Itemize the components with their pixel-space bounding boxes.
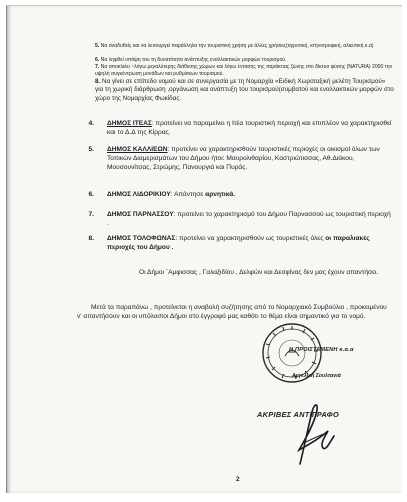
response-emphasis: αρνητικά. <box>205 191 236 198</box>
response-text: : Απάντησε <box>170 191 206 198</box>
item-number: 6. <box>95 57 100 63</box>
response-text: : προτείνει να χαρακτηρισθούν ως τουριστικές όλες <box>175 235 326 242</box>
item-number: 4. <box>88 120 94 127</box>
response-text: : προτείνει να παραμείνει η Ιτέα τουριστική περιοχή και επιπλέον να χαρακτηρισθεί και το Δ.Δ της Κίρρας. <box>107 120 392 136</box>
municipality-name: ΔΗΜΟΣ ΛΙΔΟΡΙΚΙΟΥ <box>107 191 171 198</box>
no-reply-note: Οι Δήμοι ¨Αμφισσας , Γαλαξιδίου , Δελφών και Δεσφίνας δεν μας έχουν απαντήσει. <box>139 269 379 276</box>
response-text: : προτείνει να χαρακτηρισθούν τουριστικές περιοχές οι οικισμοί όλων των Τοπικών Διαμερισμάτων του Δήμου ήτοι: Μαυρολιθαρίου, Καστριώτισσας, Αθ.Διάκου, Μουσουνίτσας, Στρώμης, Πανουργιά και Πυράς. <box>107 146 380 171</box>
item-number: 5. <box>95 43 100 49</box>
signatory-title: Η ΠΡΟΙΣΤΑΜΕΝΗ κ.α.α <box>289 347 354 353</box>
item-text: Να ληφθεί υπόψη του τη δυνατότητα ανάπτυξης εναλλακτικών μορφών τουρισμού. <box>100 57 287 63</box>
municipality-name: ΔΗΜΟΣ ΠΑΡΝΑΣΣΟΥ <box>107 211 174 218</box>
list-item <box>95 64 395 77</box>
item-number: 8. <box>88 235 94 242</box>
conclusion-paragraph: Μετά τα παραπάνω , προτείνεται η αναβολή συζήτησης από το Νομαρχιακό Συμβούλιο , προκειμένου ν' απαντήσουν και οι υπόλοιποι Δήμοι στο έγγραφό μας καθότι το θέμα είναι σημαντικό για το νομό. <box>77 304 387 320</box>
municipality-name: ΔΗΜΟΣ ΤΟΛΟΦΩΝΑΣ <box>107 235 176 242</box>
item-number: 7. <box>88 211 94 218</box>
list-item <box>95 57 395 64</box>
list-item <box>95 43 395 50</box>
certified-copy-stamp: ΑΚΡΙΒΕΣ ΑΝΤΙΓΡΑΦΟ <box>257 410 340 419</box>
municipality-name: ΔΗΜΟΣ ΙΤΕΑΣ <box>107 120 152 127</box>
item-text: Να αποκλείει ~λόγω μεγαλύτερης διάθεσης χώρων και λόγω έντασης της παράκτιας ζώνης στο δίκτυο φύσης (NATURA) 2000 την υψηλή συγκέντρωση μονάδων και ρυθμίσεων τουρισμού. <box>95 64 393 77</box>
item-number: 5. <box>88 146 94 153</box>
scanned-document-page <box>6 5 402 493</box>
item-text: Να γίνει σε επίπεδο νομού και σε συνεργασία με τη Νομαρχία «Ειδική Χωροταξική μελέτη Τουρισμού» για τη χωρική διάρθρωση ,οργάνωση και ανάπτυξη του τουρισμού(συμβατού και εναλλακτικών μορφών στο χώρο της Νομαρχίας Φωκίδας. <box>95 78 394 102</box>
handwritten-signature <box>290 398 340 466</box>
municipality-name: ΔΗΜΟΣ ΚΑΛΛΙΕΩΝ <box>107 146 168 153</box>
item-number: 8. <box>95 78 101 85</box>
item-text: Να αναδυθείς και να λειτουργεί παράλληλα την τουριστική χρήση με άλλες χρήσεις(αγροτική, κτηνοτροφική, αλιευτική κ.α) <box>100 43 374 49</box>
list-item <box>95 78 395 103</box>
response-text: : προτείνει το χαρακτηρισμό του Δήμου Παρνασσού ως τουριστική περιοχή . <box>107 211 391 227</box>
signatory-name: Αγγελική Σουλτανιά <box>292 373 341 379</box>
response-emphasis: οι παραλιακές περιοχές του Δήμου . <box>107 235 370 251</box>
page-number: 2 <box>236 476 240 483</box>
item-number: 7. <box>95 64 100 70</box>
item-number: 6. <box>88 191 94 198</box>
